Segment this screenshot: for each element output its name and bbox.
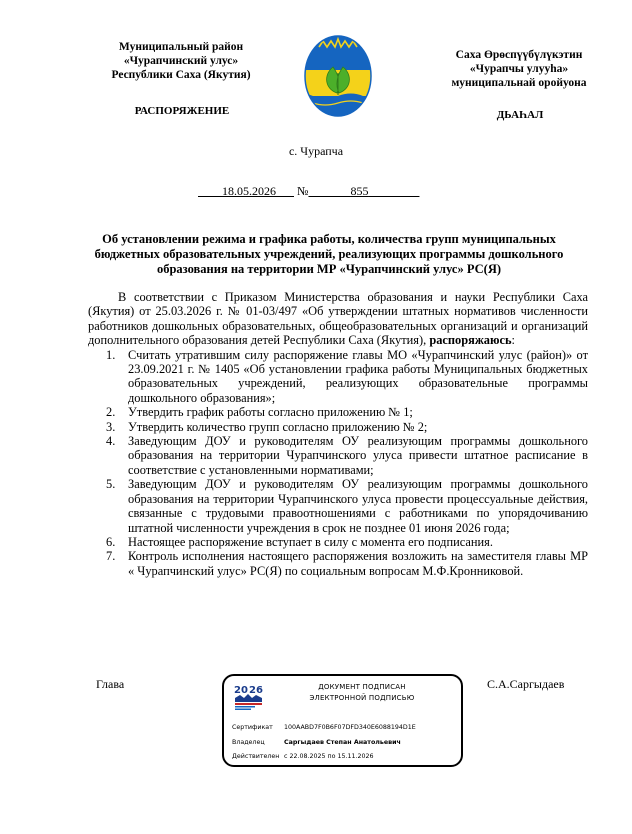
date-number-line xyxy=(198,184,419,199)
signature-name: С.А.Саргыдаев xyxy=(487,677,565,691)
list-item: 6. Настоящее распоряжение вступает в силу с момента его подписания. xyxy=(106,534,493,549)
stamp-logo-icon xyxy=(232,682,266,712)
order-label-sakha: ДЬАҺАЛ xyxy=(496,109,544,121)
svg-text:26: 26 xyxy=(249,685,263,696)
document-number: 855 xyxy=(350,184,369,198)
list-item: 1. Считать утратившим силу распоряжение главы МО «Чурапчинский улус (район)» от 23.09.2021 г. № 1405 «Об установлении графика работы Муниципальных бюджетных образовательных учреждений, реализующих образовательные программы дошкольного образования»; xyxy=(106,347,588,405)
electronic-signature-stamp xyxy=(222,674,463,767)
header-right-line2: «Чурапчы улууһа» xyxy=(469,63,569,75)
intro-paragraph: В соответствии с Приказом Министерства образования и науки Республики Саха (Якутия) от 25.03.2026 г. № 01-03/497 «Об утверждении штатных нормативов численности работников дошкольных образовательных, общеобразовательных организаций и организаций дополнительного образования детей Республики Саха (Якутия), распоряжаюсь: xyxy=(88,290,588,348)
header-left xyxy=(76,40,286,82)
intro-text: В соответствии с Приказом Министерства образования и науки Республики Саха (Якутия) от 25.03.2026 г. № 01-03/497 «Об утверждении штатных нормативов численности работников дошкольных образовательных, общеобразовательных организаций и организаций дополнительного образования детей Республики Саха (Якутия), xyxy=(88,290,588,348)
header-left-line1: Муниципальный район xyxy=(118,41,244,53)
emblem-wave xyxy=(289,94,387,120)
list-item: 5. Заведующим ДОУ и руководителям ОУ реализующим программы дошкольного образования на территории Чурапчинского улуса провести процессуальные действия, связанные с трудовыми правоотношениями с работниками по упорядочиванию штатной численности учреждения в срок не позднее 01 июня 2026 года; xyxy=(106,477,588,535)
list-item: 7. Контроль исполнения настоящего распоряжения возложить на заместителя главы МР « Чурапчинский улус» РС(Я) по социальным вопросам М.Ф.Кронниковой. xyxy=(106,549,588,578)
header-left-line3: Республики Саха (Якутия) xyxy=(111,69,251,81)
stamp-validity-row: Действителен с 22.08.2025 по 15.11.2026 xyxy=(232,753,374,760)
order-label-ru: РАСПОРЯЖЕНИЕ xyxy=(134,105,230,117)
municipal-emblem xyxy=(289,33,387,119)
order-items xyxy=(88,348,588,579)
header-right-line3: муниципальнай оройуона xyxy=(451,77,587,89)
document-body xyxy=(88,290,588,578)
number-sign: № xyxy=(297,184,309,198)
list-item: 3. Утвердить количество групп согласно приложению № 2; xyxy=(106,419,428,434)
list-item: 2. Утвердить график работы согласно приложению № 1; xyxy=(106,405,413,420)
header-left-line2: «Чурапчинский улус» xyxy=(123,55,239,67)
intro-bold: распоряжаюсь xyxy=(429,333,512,348)
header-right xyxy=(434,48,604,90)
svg-text:20: 20 xyxy=(234,685,248,696)
stamp-owner-row: Владелец Саргыдаев Степан Анатольевич xyxy=(232,739,401,746)
stamp-heading: ДОКУМЕНТ ПОДПИСАН ЭЛЕКТРОННОЙ ПОДПИСЬЮ xyxy=(309,683,415,702)
document-date: 18.05.2026 xyxy=(222,184,276,198)
document-title: Об установлении режима и графика работы, количества групп муниципальных бюджетных образовательных учреждений, реализующих программы дошкольного образования на территории МР «Чурапчинский улус» РС(Я) xyxy=(94,232,564,276)
stamp-certificate-row: Сертификат 100AABD7F0B6F07DFD340E6088194D1E xyxy=(232,724,416,731)
list-item: 4. Заведующим ДОУ и руководителям ОУ реализующим программы дошкольного образования на территории Чурапчинского улуса привести штатное расписание в соответствие с установленными нормативами; xyxy=(106,434,588,477)
signature-position: Глава xyxy=(96,677,125,691)
header-right-line1: Саха Өрөспүүбүлүкэтин xyxy=(455,49,583,61)
place-name: с. Чурапча xyxy=(288,144,344,158)
